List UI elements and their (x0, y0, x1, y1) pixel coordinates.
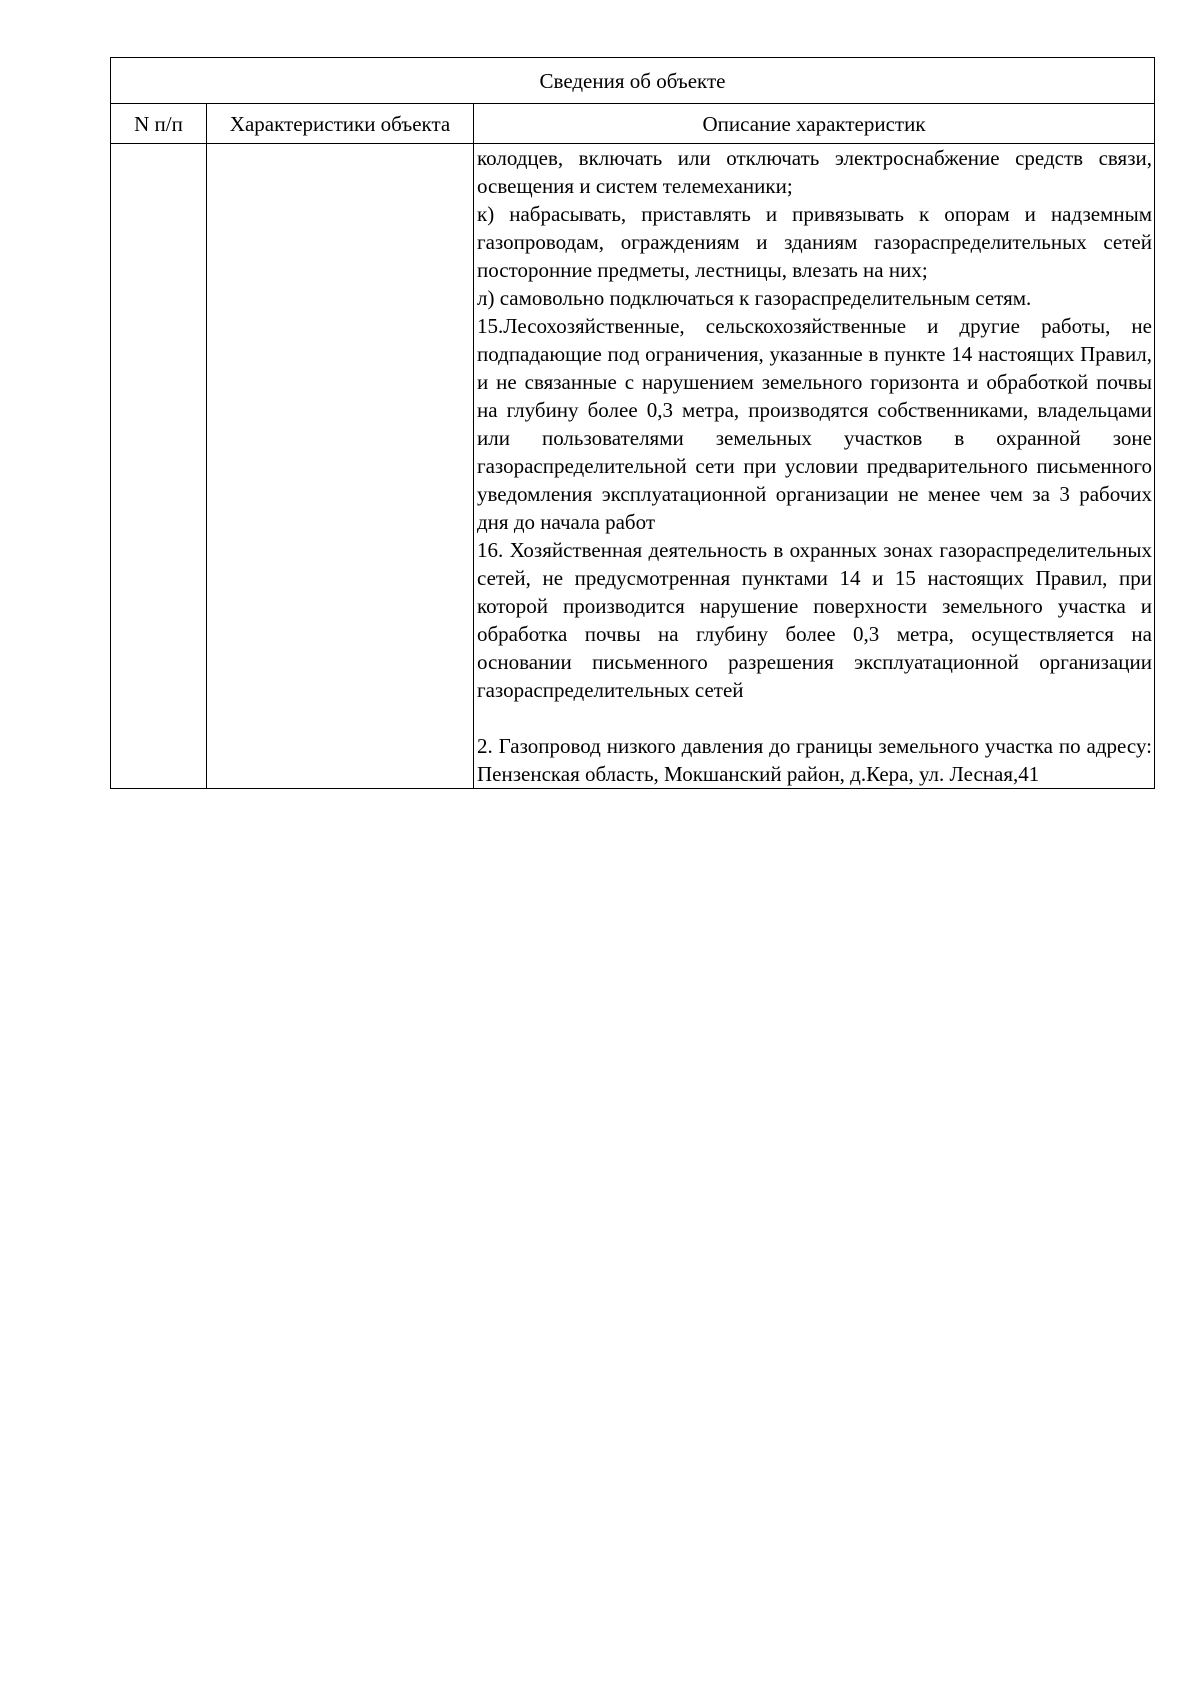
description-paragraph: 2. Газопровод низкого давления до границы земельного участка по адресу: Пензенская область, Мокшанский район, д.Кера, ул. Лесная,41 (477, 734, 1152, 786)
row-number-cell (111, 144, 207, 789)
table-header-row (111, 104, 1155, 144)
header-characteristics: Характеристики объекта (207, 104, 474, 144)
table-title-row (111, 58, 1155, 104)
row-characteristics-cell (207, 144, 474, 789)
table-title: Сведения об объекте (111, 58, 1155, 104)
table-row (111, 144, 1155, 789)
description-paragraph: л) самовольно подключаться к газораспределительным сетям. (477, 286, 1032, 310)
description-paragraph: колодцев, включать или отключать электроснабжение средств связи, освещения и систем телемеханики; (477, 146, 1152, 198)
description-paragraph: 15.Лесохозяйственные, сельскохозяйственные и другие работы, не подпадающие под ограничения, указанные в пункте 14 настоящих Правил, и не связанные с нарушением земельного горизонта и обработкой почвы на глубину более 0,3 метра, производятся собственниками, владельцами или пользователями земельных участков в охранной зоне газораспределительной сети при условии предварительного письменного уведомления эксплуатационной организации не менее чем за 3 рабочих дня до начала работ (477, 314, 1152, 534)
row-description-cell (474, 144, 1155, 789)
description-paragraph: 16. Хозяйственная деятельность в охранных зонах газораспределительных сетей, не предусмотренная пунктами 14 и 15 настоящих Правил, при которой производится нарушение поверхности земельного участка и обработка почвы на глубину более 0,3 метра, осуществляется на основании письменного разрешения эксплуатационной организации газораспределительных сетей (477, 538, 1152, 702)
description-paragraph: к) набрасывать, приставлять и привязывать к опорам и надземным газопроводам, ограждениям и зданиям газораспределительных сетей посторонние предметы, лестницы, влезать на них; (477, 202, 1152, 282)
header-number: N п/п (111, 104, 207, 144)
header-description: Описание характеристик (474, 104, 1155, 144)
paragraph-spacer (477, 704, 1152, 732)
object-info-table (110, 57, 1155, 789)
